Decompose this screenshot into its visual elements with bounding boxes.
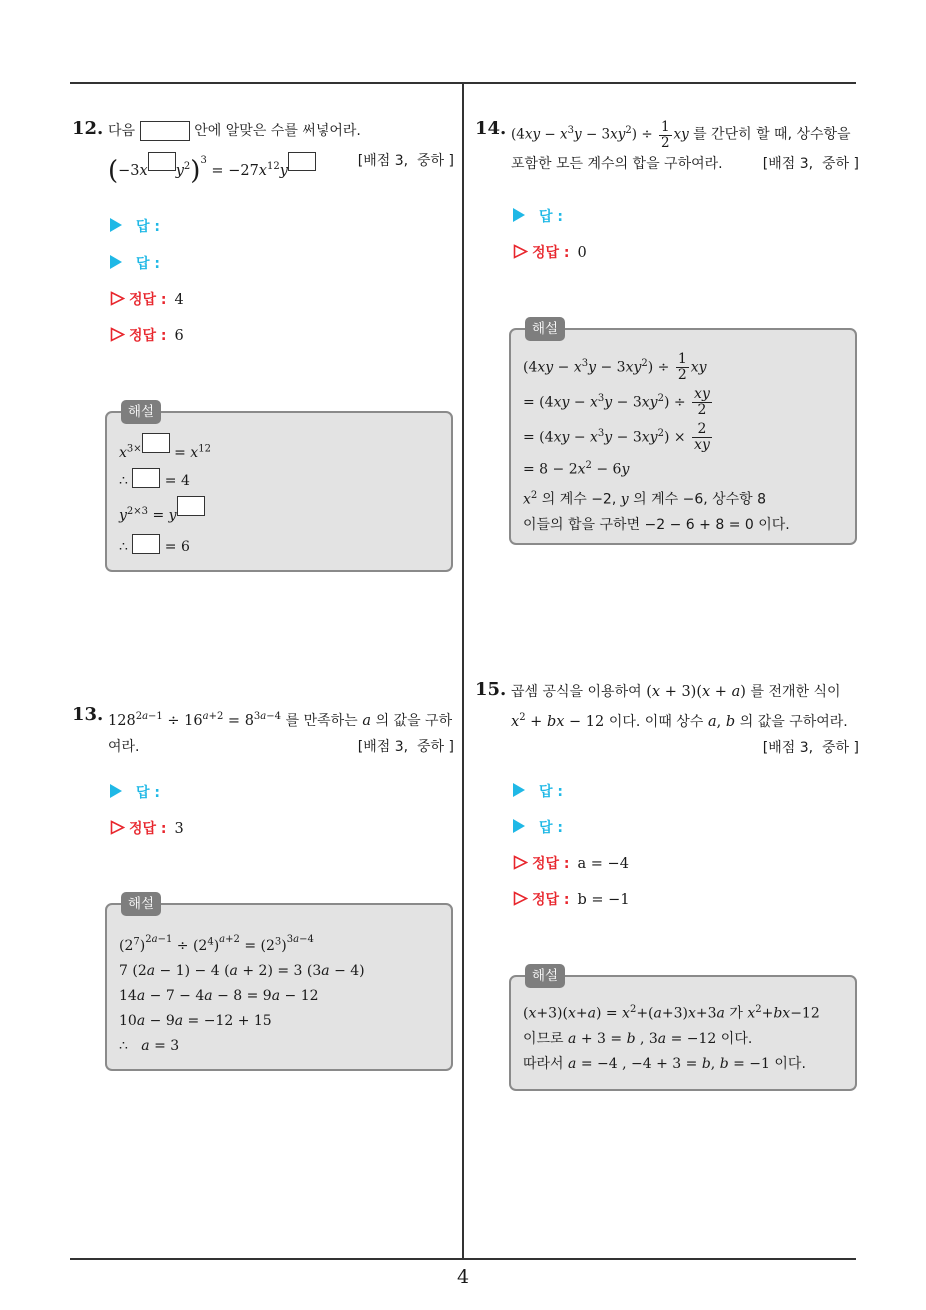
correct-answer-value: 6	[174, 328, 184, 344]
outline-triangle-icon	[513, 891, 528, 906]
question-line: 여라. [배점 3, 중하 ]	[108, 734, 454, 760]
solution-box: 해설 $(x+3)(x+a) = x^2+(a+3)x+3a$ 가 $x^2+bx-12$ 이므로 a + 3 = b , 3a = −12 이다. 따라서 a = −4 , −4 + 3 = b, b = −1 이다.	[509, 975, 857, 1091]
answer-row: 답 :	[110, 216, 160, 236]
answer-row: 답 :	[513, 817, 563, 837]
correct-answer-value: 0	[577, 245, 587, 261]
correct-answer-row: 정답 : b = −1	[513, 889, 630, 909]
exponent-blank	[288, 152, 316, 171]
question-line: 곱셈 공식을 이용하여 (x + 3)(x + a) 를 전개한 식이	[511, 684, 841, 700]
equation-line: (−3x $y^2)^3 = -27x^{12}y$ [배점 3, 중하 ]	[108, 148, 454, 184]
correct-answer-row: 정답 : a = −4	[513, 853, 629, 873]
outline-triangle-icon	[513, 855, 528, 870]
answer-row: 답 :	[513, 206, 563, 226]
question-line: $(4xy - x^3y - 3xy^2)$ ÷ $\frac{1}{2}$ xy 를 간단히 할 때, 상수항을	[511, 118, 851, 151]
question-line: $x^2$ + bx − 12 이다. 이때 상수 a, b 의 값을 구하여라.	[511, 712, 848, 730]
solution-box: 해설 $(2^7)^{2a-1} \div (2^4)^{a+2} = (2^3)^{3a-4}$ 7 (2a − 1) − 4 (a + 2) = 3 (3a − 4) 14a − 7 − 4a − 8 = 9a − 12 10a − 9a = −12 + 15 ∴ a = 3	[105, 903, 453, 1071]
correct-answer-value: 4	[174, 292, 184, 308]
outline-triangle-icon	[110, 291, 125, 306]
score-meta: [배점 3, 중하 ]	[762, 155, 859, 172]
question-line: 다음 안에 알맞은 수를 써넣어라.	[108, 123, 361, 139]
bottom-rule	[70, 1258, 856, 1260]
correct-answer-row: 정답 : 4	[110, 289, 184, 309]
score-meta: [배점 3, 중하 ]	[357, 153, 454, 169]
problem-number: 15.	[475, 679, 507, 700]
problem-15	[475, 679, 859, 761]
correct-answer-row: 정답 : 6	[110, 325, 184, 345]
problem-14	[475, 118, 859, 177]
question-line: $128^{2a-1} \div 16^{a+2} = 8^{3a-4}$ 를 만족하는 a 의 값을 구하	[108, 711, 453, 729]
problem-number: 12.	[72, 118, 104, 139]
play-icon	[110, 784, 122, 798]
answer-row: 답 :	[110, 782, 160, 802]
solution-box: 해설 $(4xy - x^3y - 3xy^2)$ ÷ $\frac{1}{2}$ xy = $(4xy - x^3y - 3xy^2)$ ÷ $\frac{xy}{2}$ = $(4xy - x^3y - 3xy^2)$ × $\frac{2}{xy}$ = $8 - 2x^2 - 6y$ $x^2$ 의 계수 −2, y 의 계수 −6, 상수항 8 이들의 합을 구하면 −2 − 6 + 8 = 0 이다.	[509, 328, 857, 545]
question-line: 포함한 모든 계수의 합을 구하여라. [배점 3, 중하 ]	[511, 151, 859, 177]
question-line	[511, 735, 859, 761]
solution-tag: 해설	[525, 317, 565, 341]
correct-answer-value: a = −4	[577, 856, 629, 872]
answer-blank	[140, 121, 190, 141]
score-meta: [배점 3, 중하 ]	[762, 739, 859, 756]
outline-triangle-icon	[110, 327, 125, 342]
solution-tag: 해설	[525, 964, 565, 988]
correct-answer-row: 정답 : 0	[513, 242, 587, 262]
correct-answer-value: b = −1	[577, 892, 630, 908]
score-meta: [배점 3, 중하 ]	[357, 738, 454, 755]
play-icon	[110, 255, 122, 269]
solution-tag: 해설	[121, 400, 161, 424]
play-icon	[110, 218, 122, 232]
page-number: 4	[456, 1266, 470, 1288]
answer-row: 답 :	[513, 781, 563, 801]
answer-row: 답 :	[110, 253, 160, 273]
exponent-blank	[148, 152, 176, 171]
solution-tag: 해설	[121, 892, 161, 916]
problem-13	[72, 704, 454, 760]
problem-number: 13.	[72, 704, 104, 725]
outline-triangle-icon	[513, 244, 528, 259]
play-icon	[513, 208, 525, 222]
problem-12	[72, 118, 454, 184]
correct-answer-value: 3	[174, 821, 184, 837]
play-icon	[513, 819, 525, 833]
correct-answer-row: 정답 : 3	[110, 818, 184, 838]
problem-number: 14.	[475, 118, 507, 139]
play-icon	[513, 783, 525, 797]
column-divider	[462, 82, 464, 1259]
outline-triangle-icon	[110, 820, 125, 835]
solution-box: 해설 $x^{3\times} = x^{12}$ ∴ = 4 $y^{2\times 3} = y$ ∴ = 6	[105, 411, 453, 572]
